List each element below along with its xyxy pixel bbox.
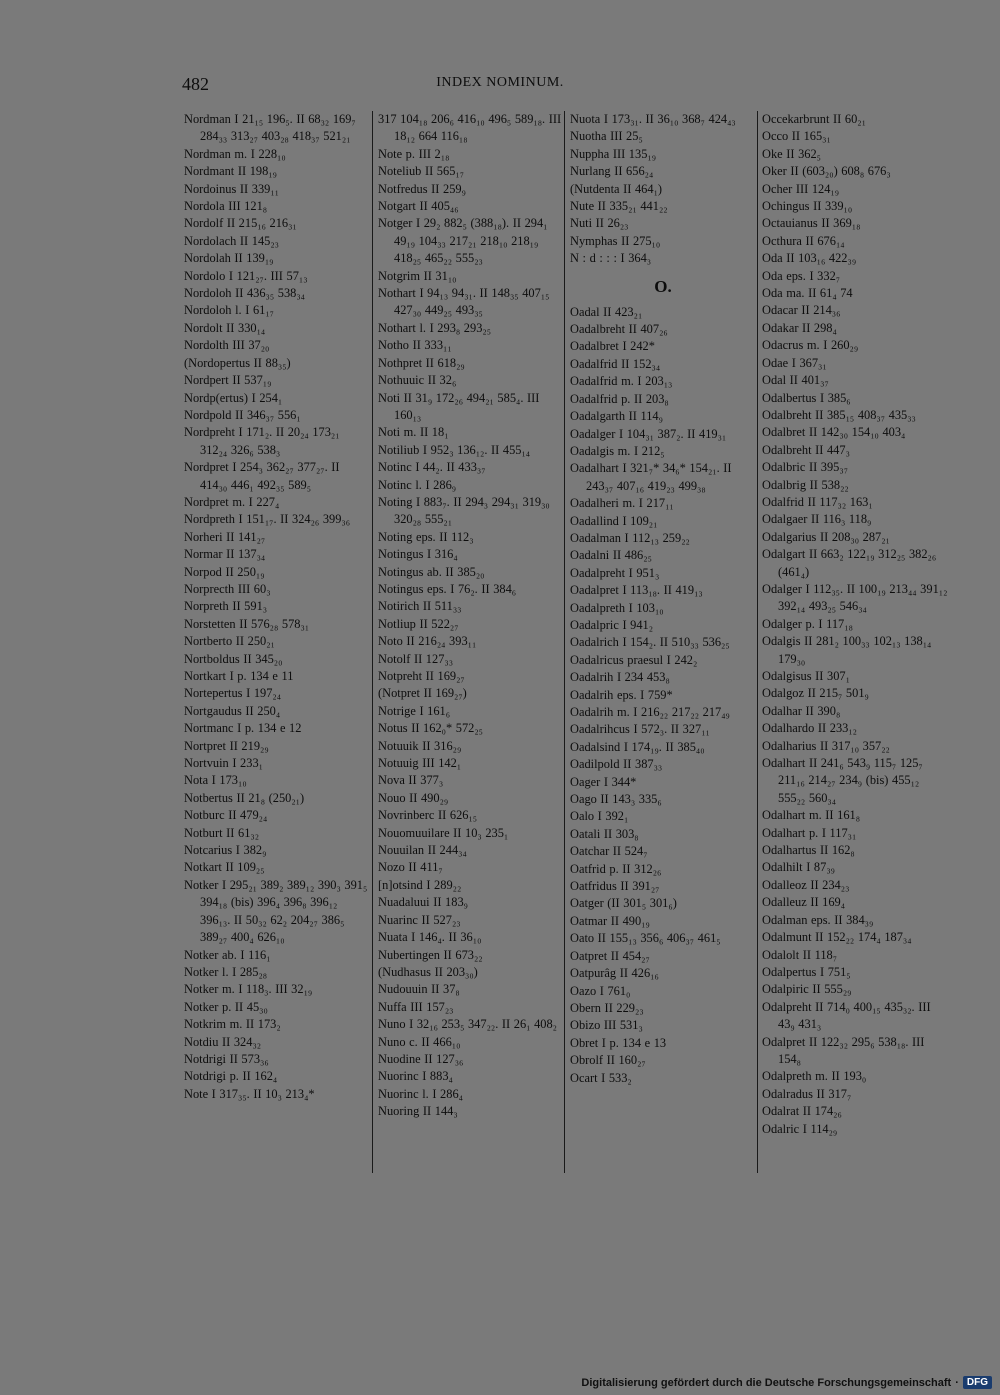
index-entry: Nortpret II 219₂₉ [184, 738, 269, 753]
index-entry: Nordolo I 121₂₇. III 57₁₃ [184, 268, 308, 283]
index-entry: Noti II 31₉ 172₂₆ 494₂₁ 585₄. III 160₁₃ [378, 390, 540, 422]
index-entry: Oadalfrid p. II 203₈ [570, 391, 669, 406]
letter-heading: O. [654, 276, 672, 296]
index-entry: Noti m. II 18₁ [378, 425, 449, 440]
index-entry: Nouo II 490₂₉ [378, 790, 449, 805]
index-entry: Notdrigi p. II 162₄ [184, 1069, 278, 1084]
index-entry: Nuorinc l. I 286₄ [378, 1086, 463, 1101]
index-entry: Oatfridus II 391₂₇ [570, 879, 660, 894]
index-entry: (Notpret II 169₂₇) [378, 686, 467, 701]
index-entry: Notker l. I 285₂₈ [184, 964, 268, 979]
index-entry: Notingus eps. I 76₂. II 384₆ [378, 581, 517, 596]
index-entry: Oatmar II 490₁₉ [570, 913, 650, 928]
index-entry: Notrige I 161₆ [378, 703, 451, 718]
index-entry: Nordoinus II 339₁₁ [184, 181, 279, 196]
index-entry: Nordpreht I 171₂. II 20₂₄ 173₂₁ 312₂₄ 326₆ 538₃ [184, 425, 340, 457]
footer [581, 1376, 992, 1389]
index-entry: Nordoloh II 436₃₅ 538₃₄ [184, 286, 305, 301]
index-entry: Nuffa III 157₂₃ [378, 999, 454, 1014]
index-entry: Odalleuz II 169₄ [762, 895, 846, 910]
index-entry: Nothart l. I 293₈ 293₂₅ [378, 320, 492, 335]
index-entry: Ocher III 124₁₉ [762, 181, 840, 196]
index-entry: Odacar II 214₃₆ [762, 303, 841, 318]
index-entry: Norstetten II 576₂₈ 578₃₁ [184, 616, 310, 631]
index-entry: Notgrim II 31₁₀ [378, 268, 457, 283]
column-rule [757, 111, 758, 1173]
index-entry: Nouomuuilare II 10₃ 235₁ [378, 825, 509, 840]
index-entry: Odalhartus II 162₈ [762, 843, 855, 858]
index-entry: Nute II 335₂₁ 441₂₂ [570, 199, 668, 214]
index-entry: Nuno c. II 466₁₀ [378, 1034, 461, 1049]
index-entry: Notgart II 405₄₆ [378, 199, 459, 214]
index-entry: Oke II 362₅ [762, 146, 821, 161]
index-entry: Note I 317₃₅. II 10₃ 213₄* [184, 1086, 315, 1101]
footer-separator: · [955, 1376, 959, 1389]
index-entry: Nordpret m. I 227₄ [184, 494, 280, 509]
index-entry: Odakar II 298₄ [762, 320, 837, 335]
index-entry: Oda ma. II 61₄ 74 [762, 286, 853, 301]
index-entry: Nordolah II 139₁₉ [184, 251, 274, 266]
index-entry: Nordolt II 330₁₄ [184, 320, 266, 335]
index-entry: Oadalsind I 174₁₉. II 385₄₀ [570, 739, 705, 754]
index-entry: Nordpret I 254₃ 362₂₇ 377₂₇. II 414₃₀ 446₁ 492₃₅ 589₅ [184, 460, 340, 492]
index-entry: Notiliub I 952₃ 136₁₂. II 455₁₄ [378, 442, 531, 457]
index-entry: Notus II 162₀* 572₂₅ [378, 721, 483, 736]
index-entry: Oatali II 303₈ [570, 826, 639, 841]
index-entry: Odalgart II 663₂ 122₁₉ 312₂₅ 382₂₆ (461₄) [762, 547, 937, 579]
index-entry: Nortberto II 250₂₁ [184, 634, 275, 649]
index-entry: Nortgaudus II 250₄ [184, 703, 281, 718]
index-entry: Nouuilan II 244₃₄ [378, 843, 467, 858]
index-entry: Oadalgis m. I 212₅ [570, 443, 665, 458]
index-entry: Oadalpreth I 103₁₀ [570, 600, 664, 615]
index-column-2 [378, 111, 564, 1121]
index-entry: N : d : : : I 364₃ [570, 251, 652, 266]
index-entry: Ocart I 533₂ [570, 1070, 632, 1085]
index-entry: Notuuig III 142₁ [378, 756, 462, 771]
index-entry: Nordolth III 37₂₀ [184, 338, 270, 353]
index-entry: Nuata I 146₄. II 36₁₀ [378, 930, 482, 945]
index-entry: Notker p. II 45₃₀ [184, 999, 268, 1014]
index-entry: Notinc l. I 286₉ [378, 477, 457, 492]
index-entry: Nuorinc I 883₄ [378, 1069, 453, 1084]
index-entry: 317 104₁₈ 206₆ 416₁₀ 496₅ 589₁₈. III 18₁₂ 664 116₁₈ [378, 112, 562, 144]
index-entry: Noting eps. II 112₃ [378, 529, 474, 544]
index-entry: Odalhardo II 233₁₂ [762, 721, 857, 736]
index-entry: Odalpret II 122₃₂ 295₆ 538₁₈. III 154₈ [762, 1034, 925, 1066]
index-entry: Oadal II 423₂₁ [570, 304, 643, 319]
index-entry: Odalman eps. II 384₃₉ [762, 912, 874, 927]
index-entry: Novrinberc II 626₁₅ [378, 808, 478, 823]
column-rule [564, 111, 565, 1173]
index-entry: Oadalpreht I 951₃ [570, 565, 660, 580]
index-entry: Oadallind I 109₂₁ [570, 513, 658, 528]
index-entry: Odalric I 114₂₉ [762, 1121, 838, 1136]
index-entry: Nova II 377₃ [378, 773, 444, 788]
index-entry: Odalhart II 241₆ 543₉ 115₇ 125₇ 211₁₆ 214₂₇ 234₉ (bis) 455₁₂ 555₂₂ 560₃₄ [762, 756, 923, 805]
index-entry: Oadalni II 486₂₅ [570, 548, 652, 563]
index-entry: Obizo III 531₃ [570, 1018, 643, 1033]
index-entry: Odalolt II 118₇ [762, 947, 838, 962]
index-entry: Oadalricus praesul I 242₂ [570, 652, 698, 667]
index-entry: Nuoring II 144₃ [378, 1104, 458, 1119]
index-entry: Oadalpret I 113₁₈. II 419₁₃ [570, 583, 703, 598]
index-entry: Odalgoz II 215₇ 501₉ [762, 686, 869, 701]
index-column-3 [570, 111, 756, 1087]
index-entry: Odalhart m. II 161₈ [762, 808, 861, 823]
index-entry: (Nudhasus II 203₃₀) [378, 964, 478, 979]
index-entry: Notinc I 44₂. II 433₃₇ [378, 460, 486, 475]
index-column-4 [762, 111, 948, 1138]
index-entry: Odalpreht II 714₀ 400₁₅ 435₃₂. III 43₉ 431₃ [762, 999, 931, 1032]
index-entry: Nymphas II 275₁₀ [570, 233, 661, 248]
index-entry: Nordmant II 198₁₉ [184, 164, 277, 179]
index-entry: Odalharius II 317₁₀ 357₂₂ [762, 738, 890, 753]
index-entry: Nordman m. I 228₁₀ [184, 146, 286, 161]
index-entry: Odae I 367₃₁ [762, 355, 827, 370]
index-entry: Nubertingen II 673₂₂ [378, 947, 483, 962]
index-entry: Nordp(ertus) I 254₁ [184, 390, 283, 405]
index-entry: Odalbrig II 538₂₂ [762, 477, 849, 492]
index-entry: Notirich II 511₃₃ [378, 599, 462, 614]
index-entry: Oadilpold II 387₃₃ [570, 757, 663, 772]
index-entry: Notkart II 109₂₅ [184, 860, 265, 875]
index-entry: Oato II 155₁₃ 356₆ 406₃₇ 461₅ [570, 931, 721, 946]
index-entry: Notho II 333₁₁ [378, 338, 452, 353]
index-entry: Notdrigi II 573₃₆ [184, 1051, 269, 1066]
dfg-logo: DFG [963, 1376, 992, 1389]
index-entry: Odalgis II 281₂ 100₃₃ 102₁₃ 138₁₄ 179₃₀ [762, 634, 932, 666]
index-entry: Odalpreth m. II 193₀ [762, 1069, 867, 1084]
index-entry: Nuppha III 135₁₉ [570, 146, 657, 161]
index-entry: Odalbret II 142₃₀ 154₁₀ 403₄ [762, 425, 906, 440]
index-entry: Oalo I 392₁ [570, 809, 629, 824]
index-entry: Odal II 401₃₇ [762, 373, 829, 388]
index-entry: Norpod II 250₁₉ [184, 564, 265, 579]
index-entry: Oadalpric I 941₂ [570, 617, 654, 632]
index-entry: Notfredus II 259₉ [378, 181, 466, 196]
index-entry: Oatger (II 301₅ 301₆) [570, 896, 677, 911]
index-entry: Oatchar II 524₇ [570, 844, 648, 859]
index-entry: Oadalheri m. I 217₁₁ [570, 496, 674, 511]
index-entry: Noting I 883₇. II 294₃ 294₃₁ 319₃₀ 320₂₈ 555₂₁ [378, 494, 550, 527]
index-entry: Nortboldus II 345₂₀ [184, 651, 283, 666]
index-entry: Odalpertus I 751₅ [762, 964, 851, 979]
index-entry: Nordolach II 145₂₃ [184, 233, 279, 248]
index-entry: Normar II 137₃₄ [184, 547, 266, 562]
index-entry: Notingus I 316₄ [378, 547, 458, 562]
index-entry: Nuotha III 25₅ [570, 129, 643, 144]
index-entry: Notingus ab. II 385₂₀ [378, 564, 485, 579]
index-entry: Oadalrih I 234 453₈ [570, 670, 670, 685]
index-entry: Nuota I 173₃₁. II 36₁₀ 368₇ 424₄₃ [570, 112, 736, 126]
index-entry: Oager I 344* [570, 774, 637, 789]
index-entry: Noto II 216₂₄ 393₁₁ [378, 634, 477, 649]
index-entry: Odalleoz II 234₂₃ [762, 877, 850, 892]
index-entry: Occekarbrunt II 60₂₁ [762, 112, 866, 126]
index-entry: Notker I 295₂₁ 389₂ 389₁₂ 390₃ 391₅ 394₁₈ (bis) 396₄ 396₈ 396₁₂ 396₁₃. II 50₃₂ 62₂ 204₂₇ 386₅ 389₂₇ 400₄ 626₁₀ [184, 877, 368, 945]
index-entry: Oatpret II 454₂₇ [570, 948, 650, 963]
index-entry: Nordpold II 346₃₇ 556₁ [184, 407, 301, 422]
column-rule [372, 111, 373, 1173]
index-entry: Notpreht II 169₂₇ [378, 669, 465, 683]
index-entry: Notker m. I 118₃. III 32₁₉ [184, 982, 313, 997]
index-entry: Oda eps. I 332₇ [762, 268, 841, 283]
index-entry: Nuodine II 127₃₆ [378, 1051, 464, 1066]
footer-text: Digitalisierung gefördert durch die Deutsche Forschungsgemeinschaft [581, 1376, 952, 1389]
index-entry: Nortvuin I 233₁ [184, 756, 263, 771]
index-entry: Odalmunt II 152₂₂ 174₄ 187₃₄ [762, 930, 912, 945]
index-entry: Nordpreth I 151₁₇. II 324₂₆ 399₃₆ [184, 512, 351, 527]
index-entry: Odalgaer II 116₃ 118₉ [762, 512, 872, 527]
index-entry: Oazo I 761₀ [570, 983, 631, 998]
index-entry: Nuarinc II 527₂₃ [378, 912, 461, 927]
index-entry: Oadalrich I 154₂. II 510₃₃ 536₂₅ [570, 635, 730, 650]
index-entry: Nozo II 411₇ [378, 860, 443, 875]
index-entry: Odalbreht II 385₁₅ 408₃₇ 435₃₃ [762, 407, 916, 422]
index-entry: (Nordopertus II 88₃₅) [184, 355, 291, 370]
index-entry: Odalbric II 395₃₇ [762, 460, 849, 475]
index-entry: [n]otsind I 289₂₂ [378, 877, 462, 892]
index-entry: Noteliub II 565₁₇ [378, 164, 465, 179]
index-entry: Nudouuin II 37₈ [378, 982, 460, 997]
index-entry: Odalger I 112₃₅. II 100₁₉ 213₄₄ 391₁₂ 392₁₄ 493₂₅ 546₃₄ [762, 581, 948, 614]
index-entry: Notkrim m. II 173₂ [184, 1017, 281, 1032]
page-number: 482 [182, 74, 209, 94]
index-entry: Oda II 103₁₆ 422₃₉ [762, 251, 857, 266]
index-entry: Nortepertus I 197₂₄ [184, 686, 282, 701]
index-entry: Oadalbret I 242* [570, 339, 655, 354]
index-entry: Odalfrid II 117₃₂ 163₁ [762, 494, 873, 509]
index-entry: Occo II 165₃₁ [762, 129, 831, 144]
index-entry: Norprecth III 60₃ [184, 581, 271, 596]
index-entry: Odalhart p. I 117₃₁ [762, 825, 857, 840]
index-entry: Norpreth II 591₃ [184, 599, 268, 614]
index-entry: Nuno I 32₁₆ 253₅ 347₂₂. II 26₁ 408₂ [378, 1017, 557, 1032]
index-entry: Odalradus II 317₇ [762, 1086, 852, 1101]
index-entry: Odalgarius II 208₃₀ 287₂₁ [762, 529, 890, 544]
index-entry: Obret I p. 134 e 13 [570, 1035, 667, 1050]
index-entry: Nothuuic II 32₆ [378, 373, 457, 388]
index-entry: Ochingus II 339₁₀ [762, 199, 853, 214]
index-entry: Octauianus II 369₁₈ [762, 216, 861, 231]
index-entry: Obrolf II 160₂₇ [570, 1053, 646, 1068]
index-entry: Nuadaluui II 183₉ [378, 895, 468, 910]
index-entry: Oadalfrid II 152₃₄ [570, 356, 661, 371]
index-entry: Notdiu II 324₃₂ [184, 1034, 262, 1049]
index-entry: Notburt II 61₃₂ [184, 825, 260, 840]
index-entry: Notcarius I 382₉ [184, 843, 267, 858]
index-entry: Nordolf II 215₁₆ 216₃₁ [184, 216, 297, 231]
index-entry: Nothart I 94₁₃ 94₃₁. II 148₃₅ 407₁₅ 427₃₀ 449₂₅ 493₃₅ [378, 286, 550, 318]
index-entry: Oadalrih m. I 216₂₂ 217₂₂ 217₄₉ [570, 705, 730, 719]
index-entry: Octhura II 676₁₄ [762, 233, 845, 248]
index-entry: (Nutdenta II 464₁) [570, 181, 663, 196]
index-columns [182, 111, 948, 1171]
index-entry: Oadalman I 112₁₃ 259₂₂ [570, 530, 690, 545]
index-entry: Oadalrih eps. I 759* [570, 687, 673, 702]
index-entry: Odalhilt I 87₃₉ [762, 860, 835, 875]
index-entry: Notolf II 127₃₃ [378, 651, 454, 666]
index-entry: Oadalrihcus I 572₃. II 327₁₁ [570, 722, 710, 737]
index-entry: Oadalger I 104₃₁ 387₂. II 419₃₁ [570, 426, 727, 441]
index-entry: Odalbreht II 447₃ [762, 442, 850, 457]
index-entry: Odalger p. I 117₁₈ [762, 616, 853, 631]
index-entry: Odacrus m. I 260₂₉ [762, 338, 859, 353]
index-entry: Odalgisus II 307₁ [762, 669, 850, 683]
index-entry: Nurlang II 656₂₄ [570, 164, 654, 179]
index-entry: Oadalgarth II 114₉ [570, 409, 663, 424]
index-entry: Notker ab. I 116₁ [184, 947, 271, 962]
index-entry: Obern II 229₂₃ [570, 1000, 644, 1015]
index-column-1 [184, 111, 370, 1103]
index-entry: Notger I 29₂ 882₅ (388₁₈). II 294₁ 49₁₉ 104₃₃ 217₂₁ 218₁₀ 218₁₉ 418₂₅ 465₂₂ 555₂₃ [378, 216, 548, 266]
index-entry: Odalpiric II 555₂₉ [762, 982, 852, 997]
index-entry: Oago II 143₃ 335₆ [570, 792, 662, 807]
index-entry: Notburc II 479₂₄ [184, 808, 268, 823]
index-entry: Odalhar II 390₈ [762, 703, 841, 718]
index-entry: Odalbertus I 385₆ [762, 390, 851, 405]
index-entry: Oker II (603₂₀) 608₈ 676₃ [762, 164, 891, 179]
index-entry: Notuuik II 316₂₉ [378, 738, 462, 753]
index-entry: Nortmanc I p. 134 e 12 [184, 721, 302, 736]
index-entry: Odalrat II 174₂₆ [762, 1104, 842, 1119]
index-entry: Notliup II 522₂₇ [378, 616, 459, 631]
index-entry: Oadalbreht II 407₂₆ [570, 322, 668, 337]
index-entry: Nothpret II 618₂₉ [378, 355, 465, 370]
index-entry: Nota I 173₁₀ [184, 773, 247, 788]
index-entry: Norheri II 141₂₇ [184, 529, 266, 544]
running-head: INDEX NOMINUM. [436, 75, 564, 90]
index-entry: Oatpurâg II 426₁₆ [570, 966, 659, 981]
index-entry: Oatfrid p. II 312₂₆ [570, 861, 662, 876]
index-entry: Nordpert II 537₁₉ [184, 373, 272, 388]
index-entry: Oadalfrid m. I 203₁₃ [570, 374, 673, 389]
index-entry: Nortkart I p. 134 e 11 [184, 669, 294, 683]
index-entry: Nuti II 26₂₃ [570, 216, 629, 231]
index-entry: Nordoloh l. I 61₁₇ [184, 303, 274, 318]
index-entry: Nordman I 21₁₅ 196₅. II 68₃₂ 169₇ 284₃₃ 313₂₇ 403₂₈ 418₃₇ 521₂₁ [184, 112, 356, 144]
index-entry: Notbertus II 21₈ (250₂₁) [184, 790, 305, 805]
index-entry: Oadalhart I 321₇* 34₆* 154₂₁. II 243₃₇ 407₁₆ 419₂₃ 499₃₈ [570, 461, 732, 493]
index-entry: Nordola III 121₈ [184, 199, 268, 214]
index-entry: Note p. III 2₁₈ [378, 146, 450, 161]
